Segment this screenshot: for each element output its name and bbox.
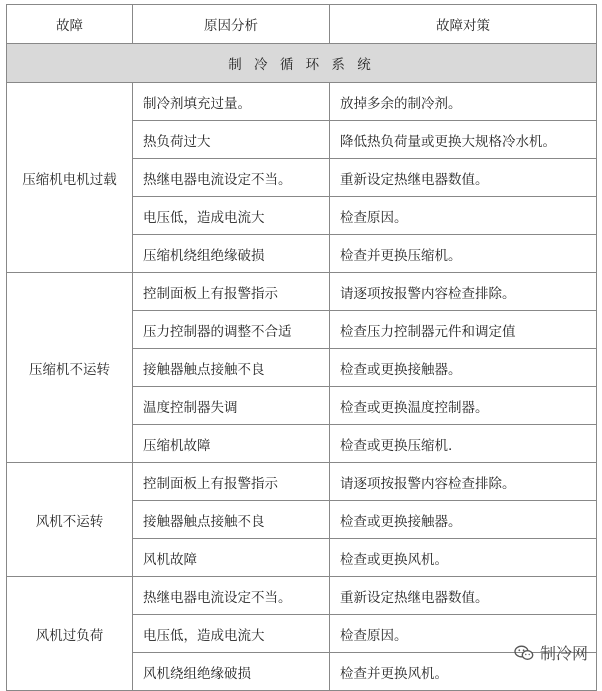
watermark-text: 制冷网 [539, 644, 588, 663]
cause-cell: 热继电器电流设定不当。 [133, 159, 330, 197]
cause-cell: 控制面板上有报警指示 [133, 463, 330, 501]
cause-cell: 热继电器电流设定不当。 [133, 577, 330, 615]
table-row [7, 273, 597, 311]
cause-cell: 压缩机故障 [133, 425, 330, 463]
section-row [7, 44, 597, 83]
solution-cell: 检查或更换接触器。 [330, 501, 597, 539]
table-row [7, 83, 597, 121]
solution-cell: 重新设定热继电器数值。 [330, 577, 597, 615]
cause-cell: 压力控制器的调整不合适 [133, 311, 330, 349]
cause-cell: 风机绕组绝缘破损 [133, 653, 330, 691]
table-row [7, 577, 597, 615]
solution-cell: 请逐项按报警内容检查排除。 [330, 273, 597, 311]
fault-cell: 压缩机不运转 [7, 273, 133, 463]
header-cause: 原因分析 [133, 5, 330, 44]
solution-cell: 检查并更换压缩机。 [330, 235, 597, 273]
cause-cell: 制冷剂填充过量。 [133, 83, 330, 121]
solution-cell: 检查原因。 [330, 197, 597, 235]
cause-cell: 压缩机绕组绝缘破损 [133, 235, 330, 273]
fault-cell: 风机过负荷 [7, 577, 133, 691]
cause-cell: 风机故障 [133, 539, 330, 577]
header-fault: 故障 [7, 5, 133, 44]
header-row [7, 5, 597, 44]
solution-cell: 检查或更换风机。 [330, 539, 597, 577]
watermark [514, 641, 588, 664]
wechat-icon [514, 645, 534, 661]
cause-cell: 温度控制器失调 [133, 387, 330, 425]
cause-cell: 热负荷过大 [133, 121, 330, 159]
solution-cell: 放掉多余的制冷剂。 [330, 83, 597, 121]
solution-cell: 重新设定热继电器数值。 [330, 159, 597, 197]
solution-cell: 检查原因。 [330, 615, 597, 653]
solution-cell: 检查或更换接触器。 [330, 349, 597, 387]
fault-cell: 风机不运转 [7, 463, 133, 577]
solution-cell: 检查压力控制器元件和调定值 [330, 311, 597, 349]
table-body [7, 44, 597, 691]
section-title: 制 冷 循 环 系 统 [7, 44, 597, 83]
cause-cell: 控制面板上有报警指示 [133, 273, 330, 311]
cause-cell: 电压低，造成电流大 [133, 197, 330, 235]
solution-cell: 检查或更换温度控制器。 [330, 387, 597, 425]
cause-cell: 接触器触点接触不良 [133, 501, 330, 539]
header-solution: 故障对策 [330, 5, 597, 44]
fault-cell: 压缩机电机过载 [7, 83, 133, 273]
solution-cell: 请逐项按报警内容检查排除。 [330, 463, 597, 501]
cause-cell: 接触器触点接触不良 [133, 349, 330, 387]
cause-cell: 电压低，造成电流大 [133, 615, 330, 653]
fault-table [6, 4, 597, 691]
solution-cell: 检查并更换风机。 [330, 653, 597, 691]
table-row [7, 463, 597, 501]
solution-cell: 检查或更换压缩机. [330, 425, 597, 463]
solution-cell: 降低热负荷量或更换大规格冷水机。 [330, 121, 597, 159]
